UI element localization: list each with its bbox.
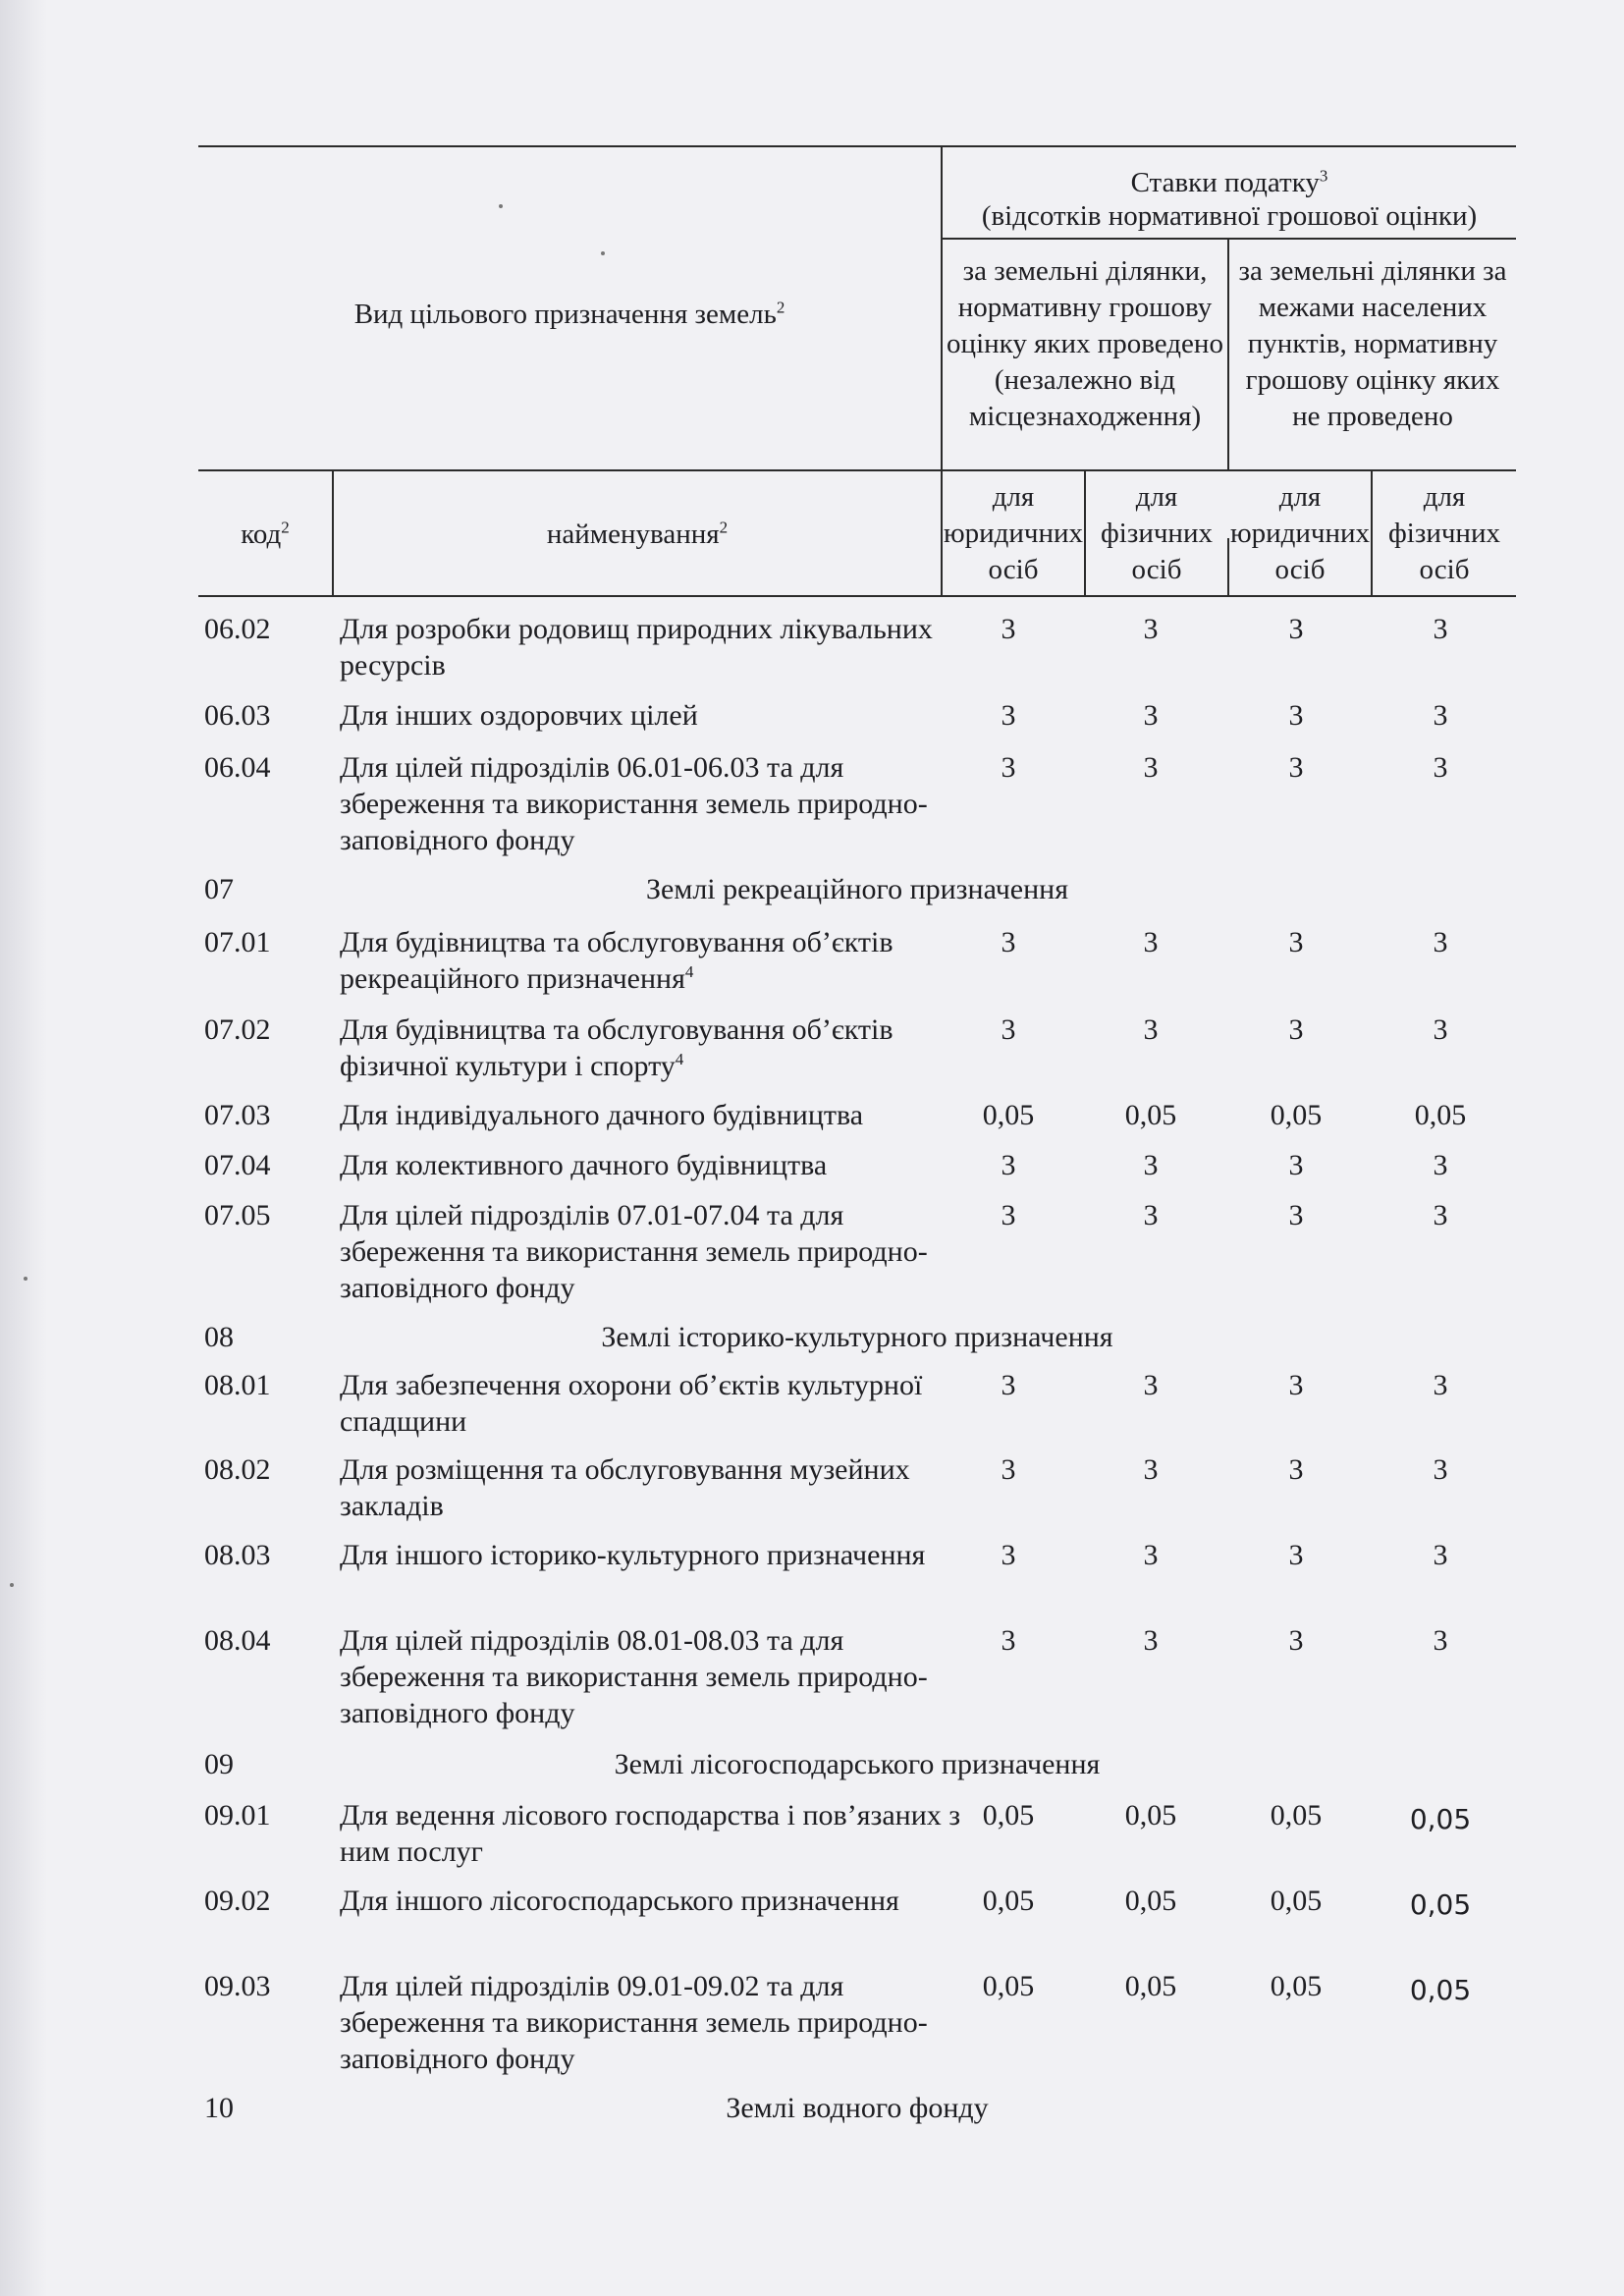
legal-entities-heading-a: для юридичних осіб <box>943 481 1084 585</box>
rate-legal-assessed: 3 <box>1001 926 1016 958</box>
rate-individual-not-assessed: 0,05 <box>1414 1099 1467 1131</box>
table-row <box>198 1000 1516 1085</box>
purpose-type-heading: Вид цільового призначення земель$^2$ <box>353 298 785 330</box>
table-row <box>198 1085 1516 1135</box>
table-row <box>198 1871 1516 1956</box>
row-code: 06.02 <box>204 613 271 645</box>
rate-legal-assessed: 0,05 <box>982 1799 1035 1831</box>
row-name: Для іншого історико-культурного призначення <box>340 1539 926 1571</box>
section-code: 07 <box>204 873 234 905</box>
rate-legal-not-assessed: 3 <box>1288 1453 1304 1486</box>
section-row <box>198 2078 1516 2133</box>
rate-individual-not-assessed: 3 <box>1433 1149 1448 1181</box>
row-code: 07.03 <box>204 1099 271 1131</box>
rate-legal-not-assessed: 3 <box>1288 699 1304 732</box>
rate-legal-assessed: 0,05 <box>982 1099 1035 1131</box>
table-header <box>198 145 1516 597</box>
rate-individual-assessed: 0,05 <box>1124 1970 1177 2002</box>
rate-individual-not-assessed: 3 <box>1433 1369 1448 1401</box>
code-column-heading: код$^2$ <box>241 518 290 550</box>
rate-legal-assessed: 3 <box>1001 1453 1016 1486</box>
row-name: Для цілей підрозділів 06.01-06.03 та для збереження та використання земель природно-заповідного фонду <box>340 751 928 856</box>
row-name: Для індивідуального дачного будівництва <box>340 1099 864 1131</box>
rate-individual-not-assessed: 3 <box>1433 613 1448 645</box>
table-row <box>198 1611 1516 1734</box>
row-code: 06.04 <box>204 751 271 784</box>
row-name: Для будівництва та обслуговування об’єктів фізичної культури і спорту$^4$ <box>340 1013 893 1082</box>
section-row <box>198 859 1516 912</box>
row-code: 06.03 <box>204 699 271 732</box>
table-row <box>198 1440 1516 1525</box>
table-body <box>198 599 1516 2133</box>
section-title: Землі лісогосподарського призначення <box>614 1748 1101 1780</box>
rate-individual-not-assessed: 3 <box>1433 1199 1448 1231</box>
rate-legal-assessed: 3 <box>1001 1624 1016 1657</box>
row-name: Для цілей підрозділів 07.01-07.04 та для збереження та використання земель природно-заповідного фонду <box>340 1199 928 1304</box>
rate-legal-not-assessed: 3 <box>1288 1013 1304 1046</box>
rate-individual-not-assessed: 0,05 <box>1409 1974 1472 2006</box>
rate-individual-assessed: 3 <box>1143 1369 1159 1401</box>
column-group-not-assessed: за земельні ділянки за межами населених пунктів, нормативну грошову оцінку яких не проведено <box>1238 255 1507 432</box>
table-row <box>198 685 1516 738</box>
row-name: Для забезпечення охорони об’єктів культурної спадщини <box>340 1369 923 1438</box>
row-name: Для інших оздоровчих цілей <box>340 699 698 732</box>
table-row <box>198 1355 1516 1440</box>
section-code: 09 <box>204 1748 234 1780</box>
rate-legal-assessed: 0,05 <box>982 1970 1035 2002</box>
scan-edge <box>0 0 47 2296</box>
rate-individual-not-assessed: 0,05 <box>1409 1888 1472 1921</box>
individuals-heading-a: для фізичних осіб <box>1101 481 1213 585</box>
rate-legal-not-assessed: 3 <box>1288 1149 1304 1181</box>
rate-individual-assessed: 3 <box>1143 1539 1159 1571</box>
row-code: 08.03 <box>204 1539 271 1571</box>
rate-individual-assessed: 3 <box>1143 699 1159 732</box>
rate-individual-assessed: 3 <box>1143 1013 1159 1046</box>
row-name: Для іншого лісогосподарського призначення <box>340 1885 899 1917</box>
rate-legal-assessed: 3 <box>1001 1539 1016 1571</box>
row-code: 07.01 <box>204 926 271 958</box>
table-row <box>198 1525 1516 1611</box>
rate-individual-assessed: 3 <box>1143 1149 1159 1181</box>
rate-individual-assessed: 3 <box>1143 926 1159 958</box>
row-code: 08.01 <box>204 1369 271 1401</box>
rate-legal-assessed: 3 <box>1001 751 1016 784</box>
rate-legal-not-assessed: 3 <box>1288 1369 1304 1401</box>
section-title: Землі історико-культурного призначення <box>601 1321 1113 1353</box>
rate-legal-assessed: 3 <box>1001 613 1016 645</box>
rate-legal-assessed: 0,05 <box>982 1885 1035 1917</box>
individuals-heading-b: для фізичних осіб <box>1388 481 1500 585</box>
table-row <box>198 1785 1516 1871</box>
rate-legal-not-assessed: 3 <box>1288 613 1304 645</box>
tax-rates-title: Ставки податку$^3$ <box>1130 166 1328 198</box>
rate-legal-not-assessed: 3 <box>1288 751 1304 784</box>
section-row <box>198 1307 1516 1355</box>
row-name: Для ведення лісового господарства і пов’язаних з ним послуг <box>340 1799 961 1868</box>
row-name: Для розробки родовищ природних лікувальних ресурсів <box>340 613 933 682</box>
rate-individual-not-assessed: 3 <box>1433 1453 1448 1486</box>
rate-individual-assessed: 3 <box>1143 613 1159 645</box>
name-column-heading: найменування$^2$ <box>546 518 729 550</box>
rate-legal-not-assessed: 3 <box>1288 1539 1304 1571</box>
rate-individual-assessed: 0,05 <box>1124 1885 1177 1917</box>
table-row <box>198 738 1516 859</box>
rate-legal-assessed: 3 <box>1001 1149 1016 1181</box>
rate-legal-assessed: 3 <box>1001 1369 1016 1401</box>
rate-individual-not-assessed: 3 <box>1433 1624 1448 1657</box>
row-code: 07.02 <box>204 1013 271 1046</box>
table-row <box>198 1135 1516 1185</box>
section-title: Землі водного фонду <box>726 2092 989 2124</box>
rate-individual-not-assessed: 3 <box>1433 1013 1448 1046</box>
rate-legal-not-assessed: 3 <box>1288 1624 1304 1657</box>
rate-individual-not-assessed: 3 <box>1433 1539 1448 1571</box>
rate-individual-not-assessed: 3 <box>1433 926 1448 958</box>
row-name: Для будівництва та обслуговування об’єктів рекреаційного призначення$^4$ <box>340 926 893 995</box>
tax-rates-subtitle: (відсотків нормативної грошової оцінки) <box>981 200 1478 232</box>
table-row <box>198 1956 1516 2078</box>
rate-legal-not-assessed: 0,05 <box>1270 1970 1323 2002</box>
rate-individual-assessed: 3 <box>1143 1624 1159 1657</box>
scan-speck <box>24 1277 27 1281</box>
rate-legal-not-assessed: 0,05 <box>1270 1099 1323 1131</box>
rate-individual-not-assessed: 3 <box>1433 751 1448 784</box>
row-code: 07.04 <box>204 1149 271 1181</box>
section-code: 10 <box>204 2092 234 2124</box>
rate-individual-not-assessed: 3 <box>1433 699 1448 732</box>
section-code: 08 <box>204 1321 234 1353</box>
section-row <box>198 1734 1516 1785</box>
table-row <box>198 1185 1516 1307</box>
rate-legal-assessed: 3 <box>1001 1013 1016 1046</box>
row-code: 09.02 <box>204 1885 271 1917</box>
row-name: Для колективного дачного будівництва <box>340 1149 828 1181</box>
row-code: 09.01 <box>204 1799 271 1831</box>
table-row <box>198 912 1516 1000</box>
rate-legal-not-assessed: 3 <box>1288 1199 1304 1231</box>
rate-individual-assessed: 3 <box>1143 751 1159 784</box>
section-title: Землі рекреаційного призначення <box>645 873 1069 905</box>
column-group-assessed: за земельні ділянки, нормативну грошову оцінку яких проведено (незалежно від місцезнаходження) <box>947 255 1223 432</box>
rate-individual-assessed: 3 <box>1143 1453 1159 1486</box>
rate-legal-not-assessed: 0,05 <box>1270 1885 1323 1917</box>
row-code: 08.04 <box>204 1624 271 1657</box>
row-code: 09.03 <box>204 1970 271 2002</box>
legal-entities-heading-b: для юридичних осіб <box>1229 481 1371 585</box>
rate-legal-not-assessed: 3 <box>1288 926 1304 958</box>
rate-individual-not-assessed: 0,05 <box>1409 1803 1472 1835</box>
scan-speck <box>10 1583 14 1587</box>
rate-legal-assessed: 3 <box>1001 1199 1016 1231</box>
table-row <box>198 599 1516 685</box>
row-code: 08.02 <box>204 1453 271 1486</box>
rate-individual-assessed: 3 <box>1143 1199 1159 1231</box>
rate-individual-assessed: 0,05 <box>1124 1799 1177 1831</box>
row-name: Для цілей підрозділів 08.01-08.03 та для збереження та використання земель природно-заповідного фонду <box>340 1624 928 1729</box>
row-name: Для цілей підрозділів 09.01-09.02 та для збереження та використання земель природно-заповідного фонду <box>340 1970 928 2075</box>
rate-individual-assessed: 0,05 <box>1124 1099 1177 1131</box>
row-name: Для розміщення та обслуговування музейних закладів <box>340 1453 910 1522</box>
rate-legal-assessed: 3 <box>1001 699 1016 732</box>
row-code: 07.05 <box>204 1199 271 1231</box>
rate-legal-not-assessed: 0,05 <box>1270 1799 1323 1831</box>
